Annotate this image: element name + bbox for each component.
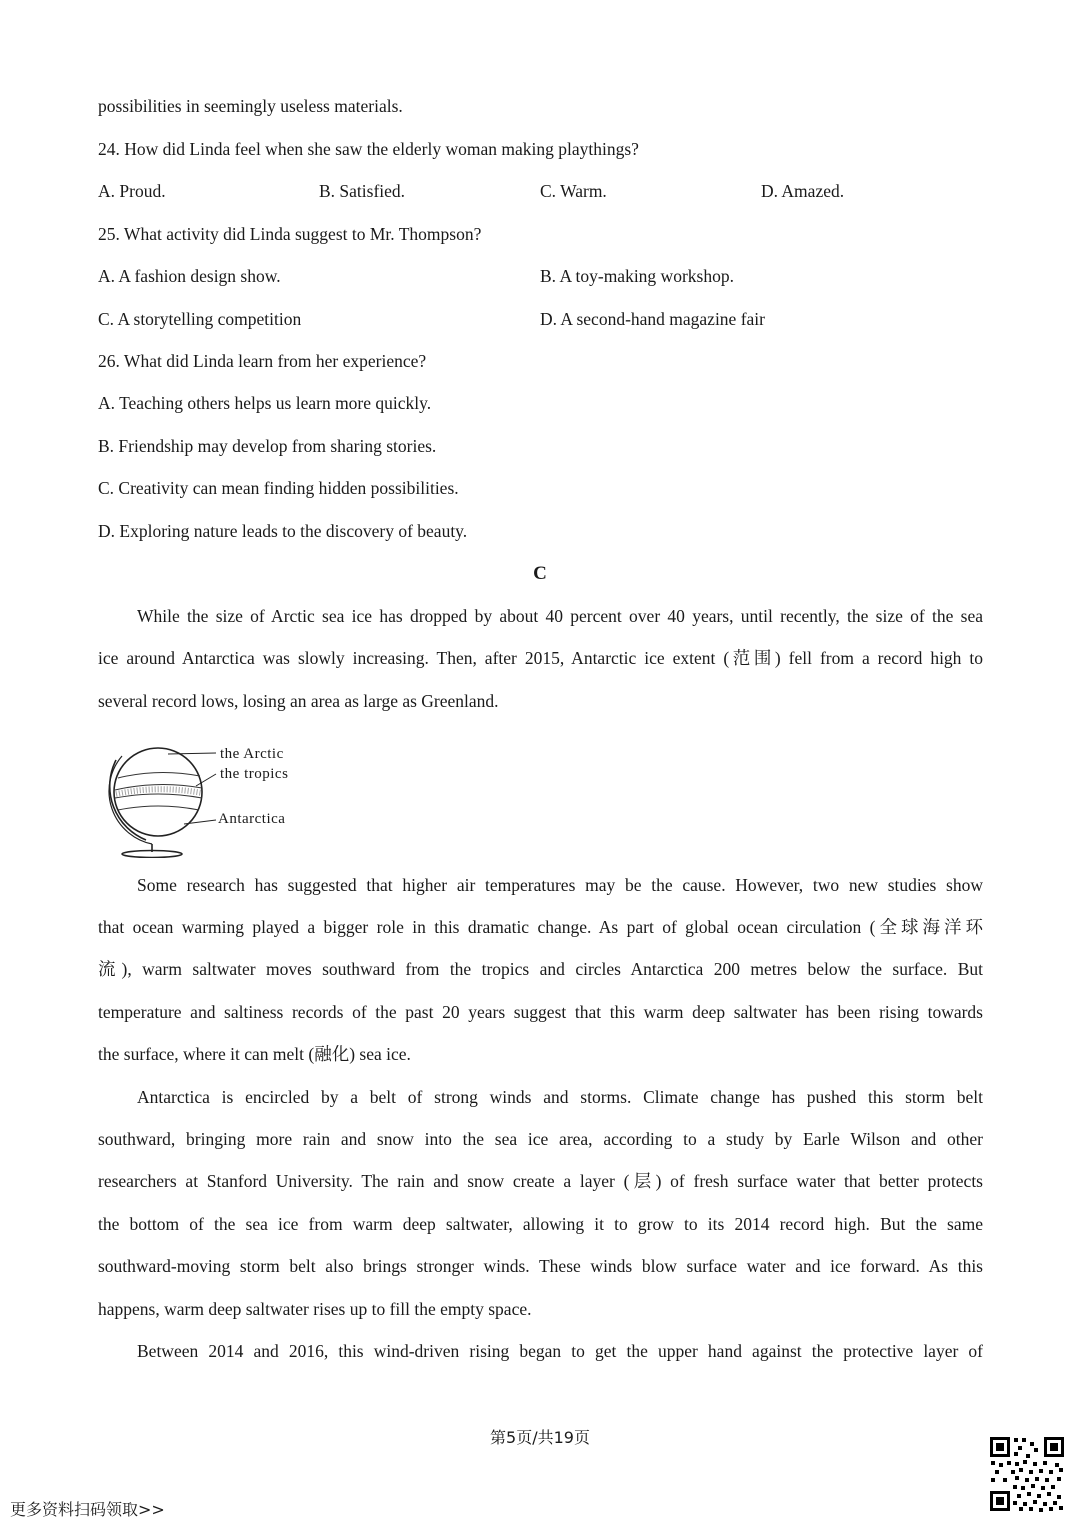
para1-line-2: ice around Antarctica was slowly increasing. Then, after 2015, Antarctic ice extent (范围) fell from a record high to bbox=[98, 648, 983, 668]
para2-line-1: Some research has suggested that higher air temperatures may be the cause. However, two new studies show bbox=[137, 875, 983, 895]
q24-option-c: C. Warm. bbox=[540, 181, 607, 201]
para1-line-3: several record lows, losing an area as large as Greenland. bbox=[98, 691, 499, 711]
para3-line-1: Antarctica is encircled by a belt of strong winds and storms. Climate change has pushed this storm belt bbox=[137, 1087, 983, 1107]
label-the-tropics: the tropics bbox=[220, 766, 289, 782]
label-the-arctic: the Arctic bbox=[220, 746, 284, 762]
q25-option-a: A. A fashion design show. bbox=[98, 266, 281, 286]
question-26-stem: 26. What did Linda learn from her experience? bbox=[98, 351, 427, 371]
para2-line-4: temperature and saltiness records of the past 20 years suggest that this warm deep saltwater has been rising towards bbox=[98, 1002, 983, 1022]
q24-option-b: B. Satisfied. bbox=[319, 181, 406, 201]
question-25-stem: 25. What activity did Linda suggest to Mr. Thompson? bbox=[98, 224, 482, 244]
para1-line-1: While the size of Arctic sea ice has dropped by about 40 percent over 40 years, until recently, the size of the sea bbox=[137, 606, 983, 626]
carryover-line: possibilities in seemingly useless materials. bbox=[98, 96, 403, 116]
q26-option-d: D. Exploring nature leads to the discovery of beauty. bbox=[98, 521, 468, 541]
q24-option-d: D. Amazed. bbox=[761, 181, 845, 201]
q25-option-d: D. A second-hand magazine fair bbox=[540, 309, 765, 329]
q26-option-b: B. Friendship may develop from sharing stories. bbox=[98, 436, 437, 456]
q24-option-a: A. Proud. bbox=[98, 181, 166, 201]
para3-line-2: southward, bringing more rain and snow into the sea ice area, according to a study by Earle Wilson and other bbox=[98, 1129, 983, 1149]
para3-line-4: the bottom of the sea ice from warm deep saltwater, allowing it to grow to its 2014 record high. But the same bbox=[98, 1214, 983, 1234]
q25-option-c: C. A storytelling competition bbox=[98, 309, 302, 329]
para2-line-2: that ocean warming played a bigger role in this dramatic change. As part of global ocean circulation (全球海洋环 bbox=[98, 917, 983, 937]
q26-option-a: A. Teaching others helps us learn more quickly. bbox=[98, 393, 432, 413]
section-title: C bbox=[533, 563, 547, 584]
q26-option-c: C. Creativity can mean finding hidden possibilities. bbox=[98, 478, 459, 498]
q25-option-b: B. A toy-making workshop. bbox=[540, 266, 734, 286]
para2-line-5: the surface, where it can melt (融化) sea ice. bbox=[98, 1044, 411, 1064]
label-antarctica: Antarctica bbox=[218, 811, 286, 827]
para2-line-3: 流), warm saltwater moves southward from the tropics and circles Antarctica 200 metres below the surface. But bbox=[98, 959, 983, 979]
page-number: 第5页/共19页 bbox=[490, 1428, 590, 1447]
para3-line-5: southward-moving storm belt also brings stronger winds. These winds blow surface water and ice forward. As this bbox=[98, 1256, 983, 1276]
para3-line-6: happens, warm deep saltwater rises up to fill the empty space. bbox=[98, 1299, 532, 1319]
para4-line-1: Between 2014 and 2016, this wind-driven rising began to get the upper hand against the protective layer of bbox=[137, 1341, 983, 1361]
promo-text: 更多资料扫码领取>> bbox=[10, 1500, 165, 1519]
qr-code-icon bbox=[988, 1435, 1066, 1513]
globe-figure bbox=[96, 740, 316, 858]
question-24-stem: 24. How did Linda feel when she saw the elderly woman making playthings? bbox=[98, 139, 639, 159]
para3-line-3: researchers at Stanford University. The rain and snow create a layer (层) of fresh surface water that better protects bbox=[98, 1171, 983, 1191]
